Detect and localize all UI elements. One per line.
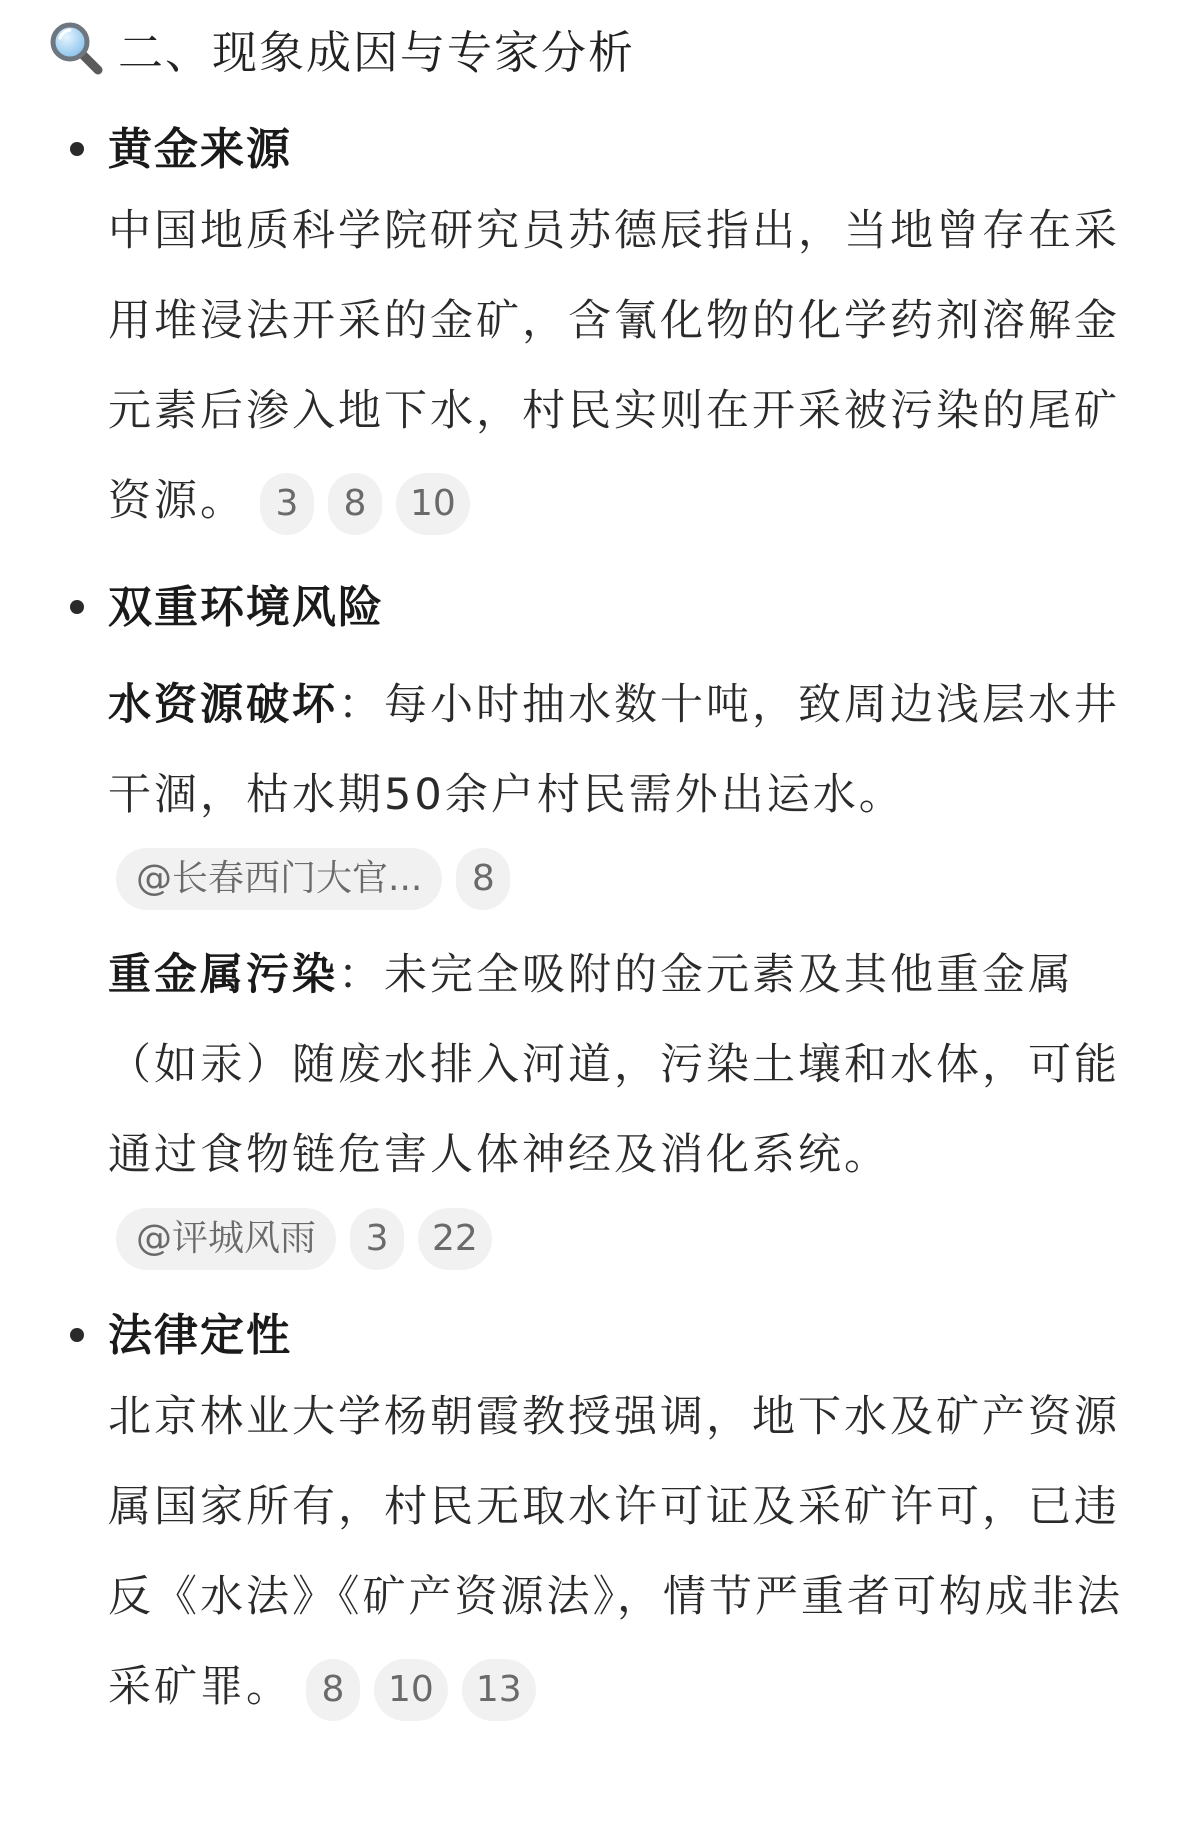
paragraph xyxy=(108,930,1130,1200)
paragraph xyxy=(108,1372,1130,1732)
bullet-title: 黄金来源 xyxy=(108,124,292,175)
citation-badge[interactable]: 10 xyxy=(374,1659,448,1721)
source-chip[interactable]: @长春西门大官... xyxy=(116,848,442,910)
citation-badge[interactable]: 3 xyxy=(350,1208,404,1270)
paragraph-text: 中国地质科学院研究员苏德辰指出，当地曾存在采用堆浸法开采的金矿，含氰化物的化学药剂溶解金元素后渗入地下水，村民实则在开采被污染的尾矿资源。 xyxy=(108,206,1120,526)
citation-row xyxy=(116,844,1130,914)
risk-item-heavy-metal xyxy=(108,930,1130,1274)
citation-badge[interactable]: 10 xyxy=(396,473,470,535)
paragraph xyxy=(108,660,1130,840)
paragraph xyxy=(108,186,1130,546)
paragraph-lead: 重金属污染 xyxy=(108,950,338,1000)
paragraph-text: ：每小时抽水数十吨，致周边浅层水井干涸，枯水期50余户村民需外出运水。 xyxy=(108,680,1120,820)
bullet-title: 双重环境风险 xyxy=(108,582,384,633)
section-heading xyxy=(48,8,1130,88)
citation-badge[interactable]: 13 xyxy=(462,1659,536,1721)
paragraph-text: 北京林业大学杨朝霞教授强调，地下水及矿产资源属国家所有，村民无取水许可证及采矿许可，已违反《水法》《矿产资源法》，情节严重者可构成非法采矿罪。 xyxy=(108,1392,1123,1712)
magnifier-icon xyxy=(48,20,104,76)
bullet-dot xyxy=(70,142,84,156)
citation-badge[interactable]: 3 xyxy=(260,473,314,535)
paragraph-text: ：未完全吸附的金元素及其他重金属（如汞）随废水排入河道，污染土壤和水体，可能通过食物链危害人体神经及消化系统。 xyxy=(108,950,1120,1180)
paragraph-lead: 水资源破坏 xyxy=(108,680,338,730)
section-heading-text: 二、现象成因与专家分析 xyxy=(118,25,636,79)
bullet-title: 法律定性 xyxy=(108,1310,292,1361)
source-chip[interactable]: @评城风雨 xyxy=(116,1208,336,1270)
citation-badge[interactable]: 22 xyxy=(418,1208,492,1270)
bullet-dot xyxy=(70,1328,84,1342)
bullet-gold-source xyxy=(48,114,1130,546)
citation-badge[interactable]: 8 xyxy=(456,848,510,910)
bullet-environment-risk xyxy=(48,572,1130,1274)
citation-row xyxy=(116,1204,1130,1274)
bullet-dot xyxy=(70,600,84,614)
bullet-legal-nature xyxy=(48,1300,1130,1732)
citation-badge[interactable]: 8 xyxy=(328,473,382,535)
citation-badge[interactable]: 8 xyxy=(306,1659,360,1721)
risk-item-water xyxy=(108,660,1130,914)
